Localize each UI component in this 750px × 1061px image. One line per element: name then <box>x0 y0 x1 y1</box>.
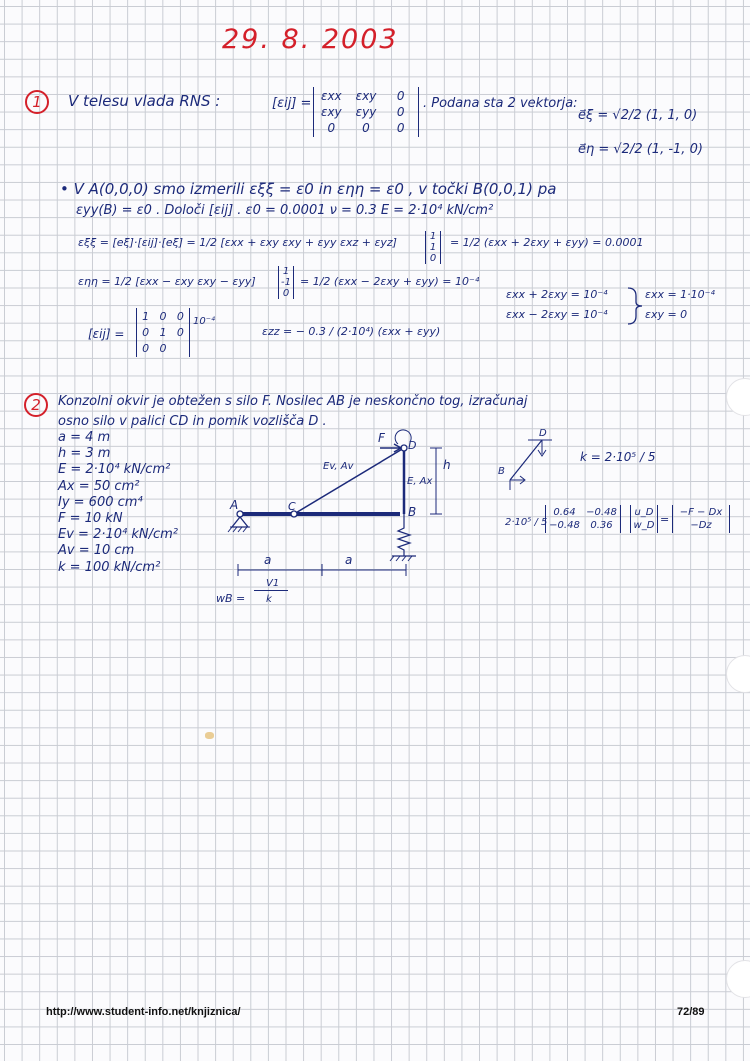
vector-eta: e⃗η = √2/2 (1, -1, 0) <box>578 142 703 157</box>
page-number: 72/89 <box>677 1006 705 1018</box>
given-value: h = 3 m <box>58 446 111 462</box>
result-matrix-cell: 1 <box>142 310 150 323</box>
sketch-label-D: D <box>539 428 547 439</box>
load-vector <box>672 505 730 533</box>
stiffness-matrix <box>545 505 621 533</box>
given-value: Iy = 600 cm⁴ <box>58 494 143 510</box>
given-value: Av = 10 cm <box>58 543 135 559</box>
label-a-2: a <box>345 553 353 567</box>
eta-column-vector <box>278 266 294 299</box>
problem-2-statement-1: Konzolni okvir je obtežen s silo F. Nosilec AB je neskončno tog, izračunaj <box>58 394 528 409</box>
given-value: F = 10 kN <box>58 511 123 526</box>
system-eq-1: εxx + 2εxy = 10⁻⁴ <box>506 288 608 301</box>
problem-1-number: 1 <box>25 90 49 114</box>
bullet-line-2: εyy(B) = ε0 . Določi [εij] . ε0 = 0.0001 ν = 0.3 E = 2·10⁴ kN/cm² <box>76 203 494 218</box>
eta-vector-cell: 0 <box>282 288 290 299</box>
footer-url: http://www.student-info.net/knjiznica/ <box>46 1006 241 1018</box>
calc-eta-right: = 1/2 (εxx − 2εxy + εyy) = 10⁻⁴ <box>300 275 480 288</box>
displacement-vector <box>630 505 658 533</box>
load-vector-cell: −F − Dx <box>679 507 723 518</box>
page-date: 29. 8. 2003 <box>222 24 399 55</box>
stiffness-matrix-cell: −0.48 <box>586 507 617 518</box>
calc-xi-right: = 1/2 (εxx + 2εxy + εyy) = 0.0001 <box>450 236 644 249</box>
displacement-vector-cell: w_D <box>633 520 655 531</box>
eta-vector-cell: -1 <box>281 277 291 288</box>
stiffness-matrix-cell: −0.48 <box>549 520 580 531</box>
given-value: Ev = 2·10⁴ kN/cm² <box>58 527 179 543</box>
given-value: E = 2·10⁴ kN/cm² <box>58 462 171 478</box>
solution-exy: εxy = 0 <box>645 308 688 321</box>
stiffness-matrix-cell: 0.36 <box>590 520 613 531</box>
k-formula: k = 2·10⁵ / 5 <box>580 450 656 464</box>
given-value: Ax = 50 cm² <box>58 478 140 494</box>
ezz-formula: εzz = − 0.3 / (2·10⁴) (εxx + εyy) <box>262 325 441 338</box>
result-matrix-cell: 0 <box>142 326 150 339</box>
strain-matrix-cell: εxx <box>320 89 342 103</box>
equals-sign: = <box>660 513 670 526</box>
problem-1-statement-cont: . Podana sta 2 vektorja: <box>423 96 578 111</box>
given-value: k = 100 kN/cm² <box>58 559 161 575</box>
wb-fraction-bar <box>254 590 288 591</box>
system-brace <box>626 286 646 326</box>
label-D: D <box>408 439 417 452</box>
xi-vector-cell: 1 <box>429 242 437 253</box>
vector-xi: e⃗ξ = √2/2 (1, 1, 0) <box>578 108 698 123</box>
paper-stain <box>205 732 214 739</box>
result-matrix-cell: 0 <box>159 310 167 323</box>
solution-exx: εxx = 1·10⁻⁴ <box>645 288 715 301</box>
label-F: F <box>378 431 385 445</box>
strain-matrix-cell: 0 <box>396 105 405 119</box>
xi-column-vector <box>425 231 441 264</box>
displacement-vector-cell: u_D <box>634 507 654 518</box>
stiffness-prefix: 2·10⁵ / 5 <box>505 517 548 528</box>
result-matrix-cell: 0 <box>142 342 150 355</box>
strain-matrix-cell: 0 <box>327 121 336 135</box>
result-matrix <box>136 308 190 357</box>
wb-numerator: V1 <box>266 578 280 589</box>
result-matrix-cell <box>172 342 189 355</box>
xi-vector-cell: 1 <box>429 231 437 242</box>
frame-diagram <box>228 430 428 610</box>
strain-matrix-cell: εxy <box>320 105 342 119</box>
result-matrix-cell: 0 <box>176 310 184 323</box>
label-a-1: a <box>264 553 272 567</box>
system-eq-2: εxx − 2εxy = 10⁻⁴ <box>506 308 608 321</box>
label-B: B <box>408 505 417 519</box>
label-h: h <box>443 458 451 472</box>
result-matrix-cell: 1 <box>159 326 167 339</box>
result-matrix-cell: 0 <box>159 342 167 355</box>
strain-matrix-cell: εyy <box>355 105 377 119</box>
result-matrix-cell: 0 <box>176 326 184 339</box>
bullet-line-1: • V A(0,0,0) smo izmerili εξξ = ε0 in εηη = ε0 , v točki B(0,0,1) pa <box>60 180 557 198</box>
label-bar-cd: Ev, Av <box>323 461 354 472</box>
strain-matrix-cell: 0 <box>396 121 405 135</box>
label-bar-bd: E, Ax <box>407 476 433 487</box>
strain-matrix <box>313 87 419 137</box>
eta-vector-cell: 1 <box>282 266 290 277</box>
stiffness-matrix-cell: 0.64 <box>553 507 576 518</box>
problem-1-statement: V telesu vlada RNS : <box>68 92 221 110</box>
wb-lhs: wB = <box>216 592 246 605</box>
displacement-sketch <box>500 432 560 492</box>
wb-denominator: k <box>266 594 272 605</box>
result-factor: 10⁻⁴ <box>193 316 216 327</box>
eij-label: [εij] = <box>272 96 312 111</box>
given-value: a = 4 m <box>58 430 111 445</box>
calc-eta-left: εηη = 1/2 [εxx − εxy εxy − εyy] <box>78 275 256 288</box>
strain-matrix-cell: 0 <box>396 89 405 103</box>
label-A: A <box>230 498 239 512</box>
result-label: [εij] = <box>88 327 125 341</box>
sketch-label-B: B <box>498 466 505 477</box>
xi-vector-cell: 0 <box>429 253 437 264</box>
problem-2-statement-2: osno silo v palici CD in pomik vozlišča D . <box>58 414 327 429</box>
problem-2-number: 2 <box>24 393 48 417</box>
strain-matrix-cell: 0 <box>362 121 370 135</box>
calc-xi-left: εξξ = [eξ]·[εij]·[eξ] = 1/2 [εxx + εxy εxy + εyy εxz + εyz] <box>78 236 397 249</box>
strain-matrix-cell: εxy <box>355 89 377 103</box>
load-vector-cell: −Dz <box>690 520 712 531</box>
label-C: C <box>288 500 296 513</box>
